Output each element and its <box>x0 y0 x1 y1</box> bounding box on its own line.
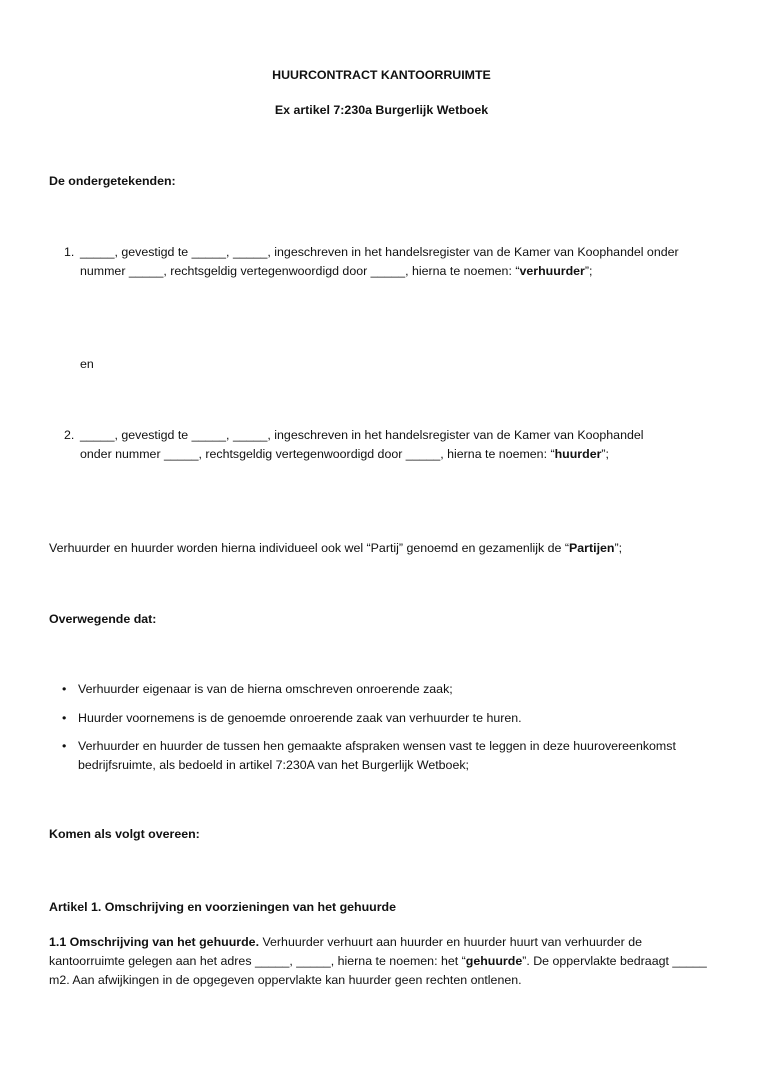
considering-heading: Overwegende dat: <box>49 612 157 626</box>
party-2-item <box>64 426 664 464</box>
list-item: • Huurder voornemens is de genoemde onroerende zaak van verhuurder te huren. <box>62 709 722 728</box>
party-2-term: huurder <box>554 447 602 461</box>
party-2-number: 2. <box>64 428 75 442</box>
party-1-item <box>64 243 704 281</box>
and-text: en <box>80 357 94 371</box>
list-item: • Verhuurder eigenaar is van de hierna omschreven onroerende zaak; <box>62 680 722 699</box>
article-1-heading: Artikel 1. Omschrijving en voorzieningen van het gehuurde <box>49 900 397 914</box>
undersigned-heading: De ondergetekenden: <box>49 174 176 188</box>
bullet-icon: • <box>62 682 67 696</box>
bullet-icon: • <box>62 711 67 725</box>
parties-definition: Verhuurder en huurder worden hierna individueel ook wel “Partij” genoemd en gezamenlijk de “Partijen”; <box>49 541 623 555</box>
agree-heading: Komen als volgt overeen: <box>49 827 200 841</box>
party-1-text: _____, gevestigd te _____, _____, ingeschreven in het handelsregister van de Kamer van Koophandel onder nummer _____, rechtsgeldig vertegenwoordigd door _____, hierna te noemen: “verhuurder”; <box>80 245 679 278</box>
parties-term: Partijen <box>569 541 615 555</box>
clause-1-1-label: 1.1 Omschrijving van het gehuurde. <box>49 935 260 949</box>
document-title: HUURCONTRACT KANTOORRUIMTE <box>272 68 491 82</box>
bullet-icon: • <box>62 739 67 753</box>
clause-1-1: 1.1 Omschrijving van het gehuurde. Verhuurder verhuurt aan huurder en huurder huurt van verhuurder de kantoorruimte gelegen aan het adres _____, _____, hierna te noemen: het “gehuurde”. De oppervlakte bedraagt _____ m2. Aan afwijkingen in de opgegeven oppervlakte kan huurder geen rechten ontlenen. <box>49 935 707 987</box>
document-subtitle: Ex artikel 7:230a Burgerlijk Wetboek <box>274 103 489 117</box>
party-1-number: 1. <box>64 245 75 259</box>
party-1-term: verhuurder <box>519 264 585 278</box>
list-item: • Verhuurder en huurder de tussen hen gemaakte afspraken wensen vast te leggen in deze huurovereenkomst bedrijfsruimte, als bedoeld in artikel 7:230A van het Burgerlijk Wetboek; <box>62 739 676 772</box>
clause-1-1-term: gehuurde <box>465 954 523 968</box>
party-2-text: _____, gevestigd te _____, _____, ingeschreven in het handelsregister van de Kamer van Koophandel onder nummer _____, rechtsgeldig vertegenwoordigd door _____, hierna te noemen: “huurder”; <box>80 428 644 461</box>
